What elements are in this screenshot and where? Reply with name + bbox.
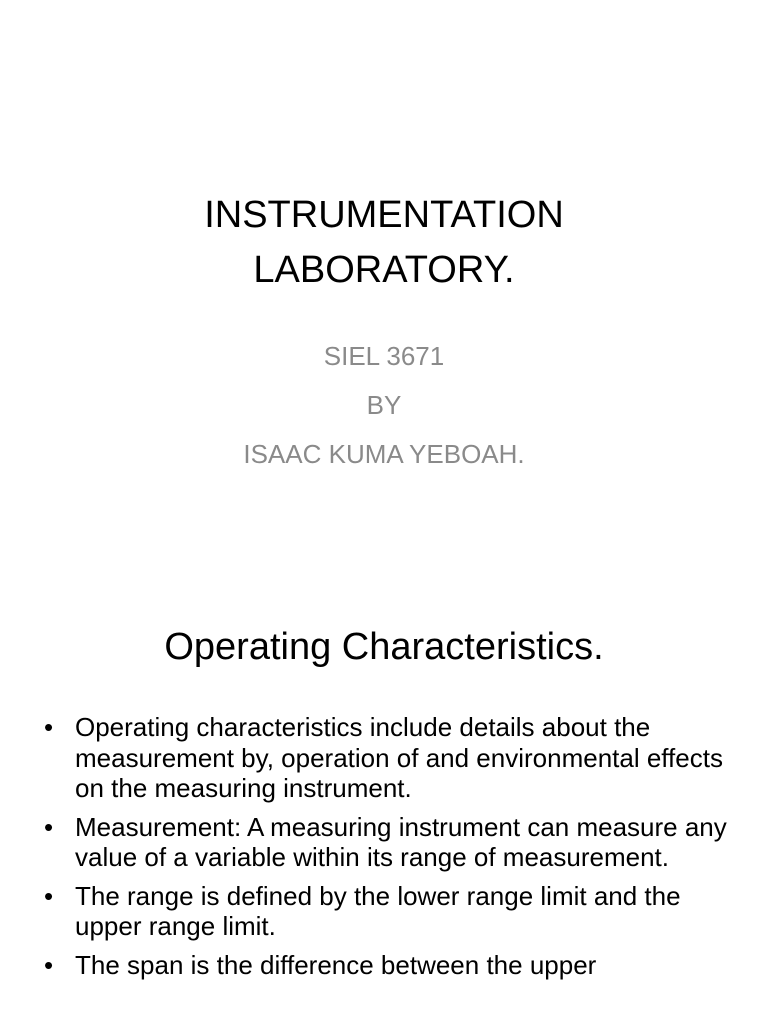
slide-subtitle — [0, 332, 768, 479]
bullet-item — [44, 712, 734, 804]
bullet-text: The range is defined by the lower range limit and the upper range limit. — [75, 880, 681, 941]
slide-title-line-2: LABORATORY. — [253, 249, 515, 291]
bullet-icon: • — [44, 949, 54, 980]
course-code: SIEL 3671 — [323, 341, 445, 371]
section-title: Operating Characteristics. — [164, 626, 604, 668]
bullet-list — [44, 712, 734, 988]
bullet-icon: • — [44, 712, 54, 742]
bullet-icon: • — [44, 811, 54, 842]
bullet-item — [44, 812, 734, 873]
bullet-text: Measurement: A measuring instrument can measure any value of a variable within its range of measurement. — [75, 811, 727, 872]
bullet-item — [44, 881, 734, 942]
by-label: BY — [366, 390, 402, 420]
author-name: ISAAC KUMA YEBOAH. — [243, 439, 525, 469]
slide-title — [0, 188, 768, 298]
bullet-text: The span is the difference between the upper — [75, 949, 597, 980]
slide-title-line-1: INSTRUMENTATION — [204, 194, 564, 236]
bullet-text: Operating characteristics include details about the measurement by, operation of and environmental effects on the measuring instrument. — [75, 712, 723, 803]
bullet-icon: • — [44, 880, 54, 911]
bullet-item — [44, 950, 734, 981]
content-slide — [0, 576, 768, 1024]
